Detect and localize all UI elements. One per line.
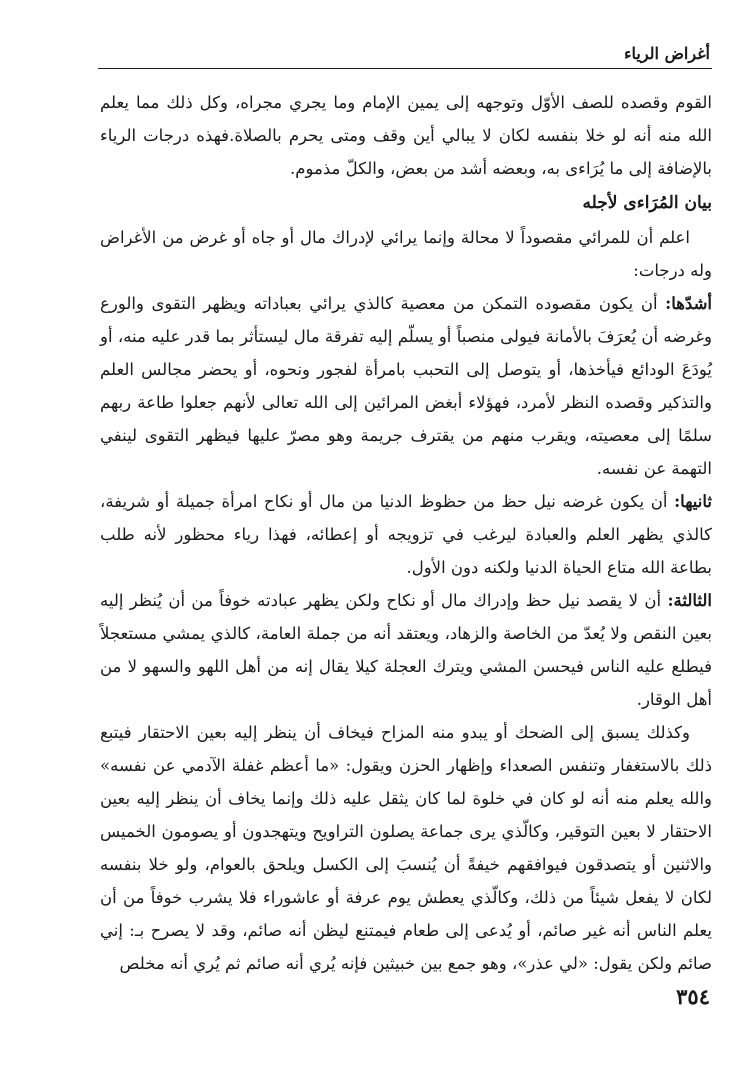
paragraph-3-lead: أشدّها: (665, 294, 712, 313)
paragraph-4-lead: ثانيها: (674, 492, 712, 511)
paragraph-3-text: أن يكون مقصوده التمكن من معصية كالذي يرائي بعباداته ويظهر التقوى والورع وغرضه أن يُعرَفَ بالأمانة فيولى منصباً أو يسلّم إليه تفرقة مال ليستأثر بما قدر عليه منه، أو يُودَعَ الودائع فيأخذها، أو يتوصل إلى التحبب بامرأة لفجور ونحوه، أو يحضر مجالس العلم والتذكير وقصده النظر لأمرد، فهؤلاء أبغض المرائين إلى الله تعالى لأنهم جعلوا طاعة ربهم سلمًا إلى معصيته، ويقرب منهم من يقترف جريمة وهو مصرّ عليها فيظهر التقوى لينفي التهمة عن نفسه. (100, 294, 712, 478)
paragraph-5-lead: الثالثة: (667, 591, 712, 610)
paragraph-6: وكذلك يسبق إلى الضحك أو يبدو منه المزاح فيخاف أن ينظر إليه بعين الاحتقار فيتبع ذلك بالاستغفار وتنفس الصعداء وإظهار الحزن ويقول: «ما أعظم غفلة الآدمي عن نفسه» والله يعلم منه أنه لو كان في خلوة لما كان يثقل عليه ذلك وإنما يخاف أن ينظر إليه بعين الاحتقار لا بعين التوقير، وكالّذي يرى جماعة يصلون التراويح ويتهجدون أو يصومون الخميس والاثنين أو يتصدقون فيوافقهم خيفةً أن يُنسبَ إلى الكسل ويلحق بالعوام، ولو خلا بنفسه لكان لا يفعل شيئاً من ذلك، وكالّذي يعطش يوم عرفة أو عاشوراء فلا يشرب خوفاً من أن يعلم الناس أنه غير صائم، أو يُدعى إلى طعام فيمتنع ليظن أنه صائم، وقد لا يصرح بـ: إني صائم ولكن يقول: «لي عذر»، وهو جمع بين خبيثين فإنه يُري أنه صائم ثم يُري أنه مخلص (100, 723, 712, 973)
paragraph-4-text: أن يكون غرضه نيل حظ من حظوظ الدنيا من مال أو نكاح امرأة جميلة أو شريفة، كالذي يظهر العلم والعبادة ليرغب في تزويجه أو إعطائه، فهذا رياء محظور لأنه طلب بطاعة الله متاع الحياة الدنيا ولكنه دون الأول. (100, 492, 712, 577)
section-heading: بيان المُرَاءى لأجله (582, 193, 712, 213)
page-body (100, 86, 712, 980)
paragraph-2: اعلم أن للمرائي مقصوداً لا محالة وإنما يرائي لإدراك مال أو جاه أو غرض من الأغراض وله درجات: (100, 228, 712, 280)
paragraph-5 (100, 584, 712, 716)
header-rule (98, 68, 712, 69)
paragraph-5-text: أن لا يقصد نيل حظ وإدراك مال أو نكاح ولكن يظهر عبادته خوفاً من أن يُنظر إليه بعين النقص ولا يُعدّ من الخاصة والزهاد، ويعتقد أنه من جملة العامة، كالذي يمشي مستعجلاً فيطلع عليه الناس فيحسن المشي ويترك العجلة كيلا يقال إنه من أهل اللهو والسهو لا من أهل الوقار. (100, 591, 712, 709)
page-number: ٣٥٤ (676, 984, 710, 1009)
running-title: أغراض الرياء (624, 44, 710, 63)
paragraph-3 (100, 287, 712, 485)
paragraph-4 (100, 485, 712, 584)
paragraph-1: القوم وقصده للصف الأوّل وتوجهه إلى يمين الإمام وما يجري مجراه، وكل ذلك مما يعلم الله منه أنه لو خلا بنفسه لكان لا يبالي أين وقف ومتى يحرم بالصلاة.فهذه درجات الرياء بالإضافة إلى ما يُرَاءى به، وبعضه أشد من بعض، والكلّ مذموم. (100, 93, 712, 178)
